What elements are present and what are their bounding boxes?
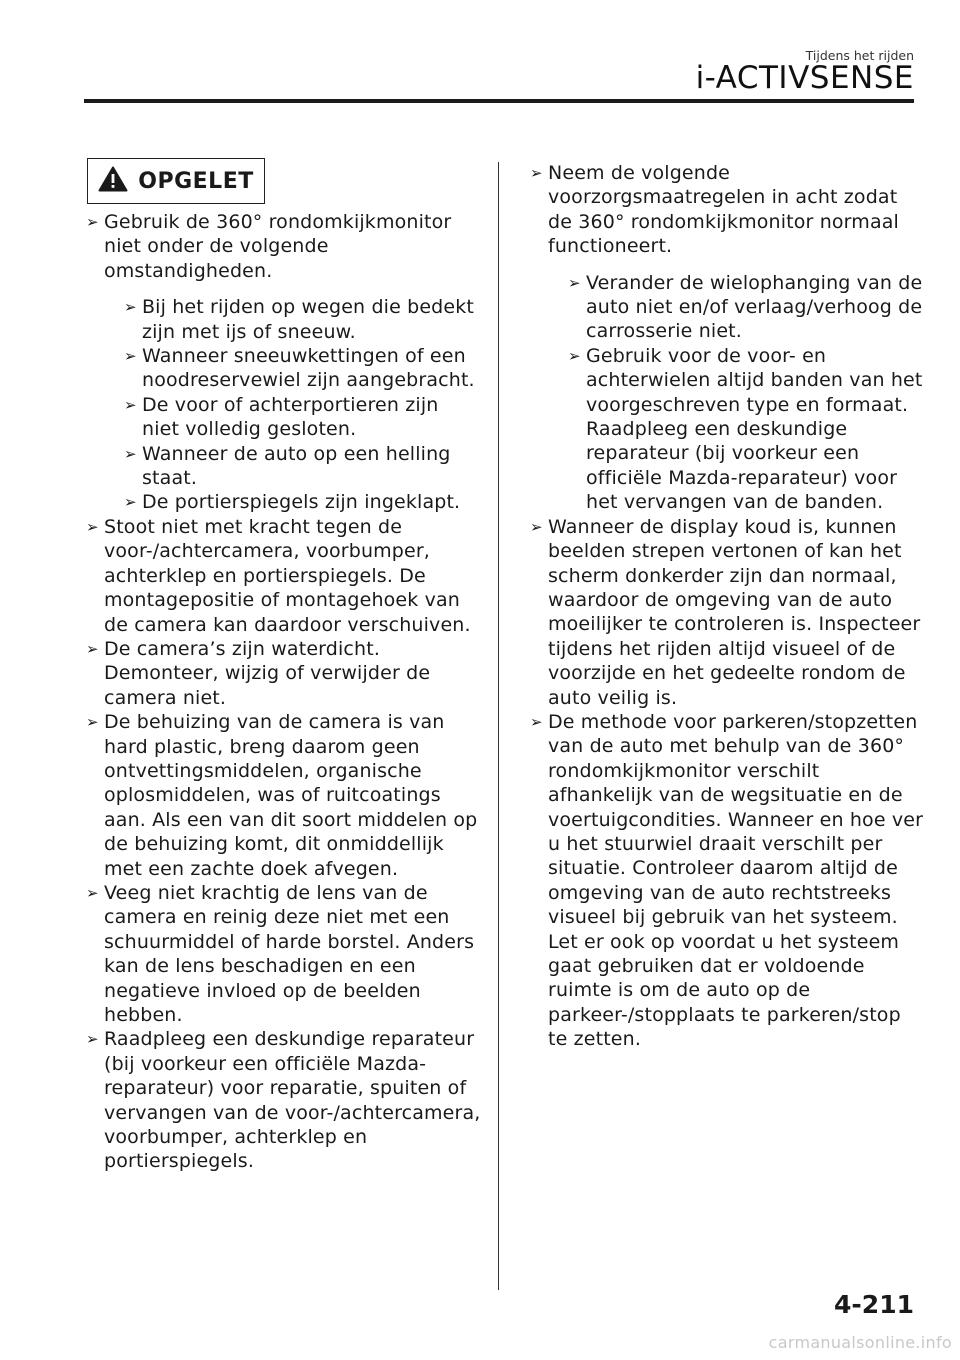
caution-heading: [87, 158, 265, 204]
right-column: [530, 161, 925, 1052]
list-item: ➢ Gebruik de 360° rondomkijkmonitor niet onder de volgende omstandigheden. ➢ Bij het rijden op wegen die bedekt zijn met ijs of sneeuw. ➢ Wanneer sneeuwkettingen of een noodreservewiel zijn aangebracht. ➢ De voor of achterportieren zijn niet volledig gesloten. ➢ Wanneer de auto op een helling staat. ➢ De portierspiegels zijn ingeklapt.: [86, 210, 481, 515]
sub-list: [548, 271, 925, 515]
sub-list-item: ➢ Wanneer sneeuwkettingen of een noodreservewiel zijn aangebracht.: [124, 344, 481, 393]
list-item: ➢ De methode voor parkeren/stopzetten van de auto met behulp van de 360° rondomkijkmonitor verschilt afhankelijk van de wegsituatie en de voertuigcondities. Wanneer en hoe ver u het stuurwiel draait verschilt per situatie. Controleer daarom altijd de omgeving van de auto rechtstreeks visueel bij gebruik van het systeem. Let er ook op voordat u het systeem gaat gebruiken dat er voldoende ruimte is om de auto op de parkeer-/stopplaats te parkeren/stop te zetten.: [530, 710, 925, 1052]
list-item: ➢ De behuizing van de camera is van hard plastic, breng daarom geen ontvettingsmiddelen, organische oplosmiddelen, was of ruitcoatings aan. Als een van dit soort middelen op de behuizing komt, dit onmiddellijk met een zachte doek afvegen.: [86, 710, 481, 881]
sub-list-item: ➢ Bij het rijden op wegen die bedekt zijn met ijs of sneeuw.: [124, 295, 481, 344]
caution-list-left: [86, 210, 481, 1174]
warning-triangle-icon: [98, 166, 128, 196]
running-header-section: Tijdens het rijden: [805, 48, 914, 63]
header-rule: [84, 99, 914, 103]
list-item: ➢ Raadpleeg een deskundige reparateur (bij voorkeur een officiële Mazda-reparateur) voor reparatie, spuiten of vervangen van de voor-/achtercamera, voorbumper, achterklep en portierspiegels.: [86, 1027, 481, 1173]
list-item: ➢ Wanneer de display koud is, kunnen beelden strepen vertonen of kan het scherm donkerder zijn dan normaal, waardoor de omgeving van de auto moeilijker te controleren is. Inspecteer tijdens het rijden altijd visueel of de voorzijde en het gedeelte rondom de auto veilig is.: [530, 515, 925, 710]
list-item: ➢ De camera’s zijn waterdicht. Demonteer, wijzig of verwijder de camera niet.: [86, 637, 481, 710]
watermark: carmanualsonline.info: [768, 1333, 952, 1352]
sub-list-item: ➢ Wanneer de auto op een helling staat.: [124, 442, 481, 491]
list-item: ➢ Stoot niet met kracht tegen de voor-/achtercamera, voorbumper, achterklep en portierspiegels. De montagepositie of montagehoek van de camera kan daardoor verschuiven.: [86, 515, 481, 637]
sub-list-item: ➢ Gebruik voor de voor- en achterwielen altijd banden van het voorgeschreven type en formaat. Raadpleeg een deskundige reparateur (bij voorkeur een officiële Mazda-reparateur) voor het vervangen van de banden.: [568, 344, 925, 515]
list-item: ➢ Veeg niet krachtig de lens van de camera en reinig deze niet met een schuurmiddel of harde borstel. Anders kan de lens beschadigen en een negatieve invloed op de beelden hebben.: [86, 881, 481, 1027]
column-divider: [498, 162, 499, 1290]
sub-list-item: ➢ Verander de wielophanging van de auto niet en/of verlaag/verhoog de carrosserie niet.: [568, 271, 925, 344]
page-number: 4-211: [834, 1290, 914, 1319]
sub-list-item: ➢ De voor of achterportieren zijn niet volledig gesloten.: [124, 393, 481, 442]
sub-list: [104, 295, 481, 515]
sub-list-item: ➢ De portierspiegels zijn ingeklapt.: [124, 490, 481, 514]
caution-list-right: [530, 161, 925, 1052]
left-column: [86, 210, 481, 1174]
caution-label: OPGELET: [138, 168, 254, 194]
running-header-chapter: i-ACTIVSENSE: [695, 60, 914, 96]
list-item: ➢ Neem de volgende voorzorgsmaatregelen in acht zodat de 360° rondomkijkmonitor normaal functioneert. ➢ Verander de wielophanging van de auto niet en/of verlaag/verhoog de carrosserie niet. ➢ Gebruik voor de voor- en achterwielen altijd banden van het voorgeschreven type en formaat. Raadpleeg een deskundige reparateur (bij voorkeur een officiële Mazda-reparateur) voor het vervangen van de banden.: [530, 161, 925, 515]
